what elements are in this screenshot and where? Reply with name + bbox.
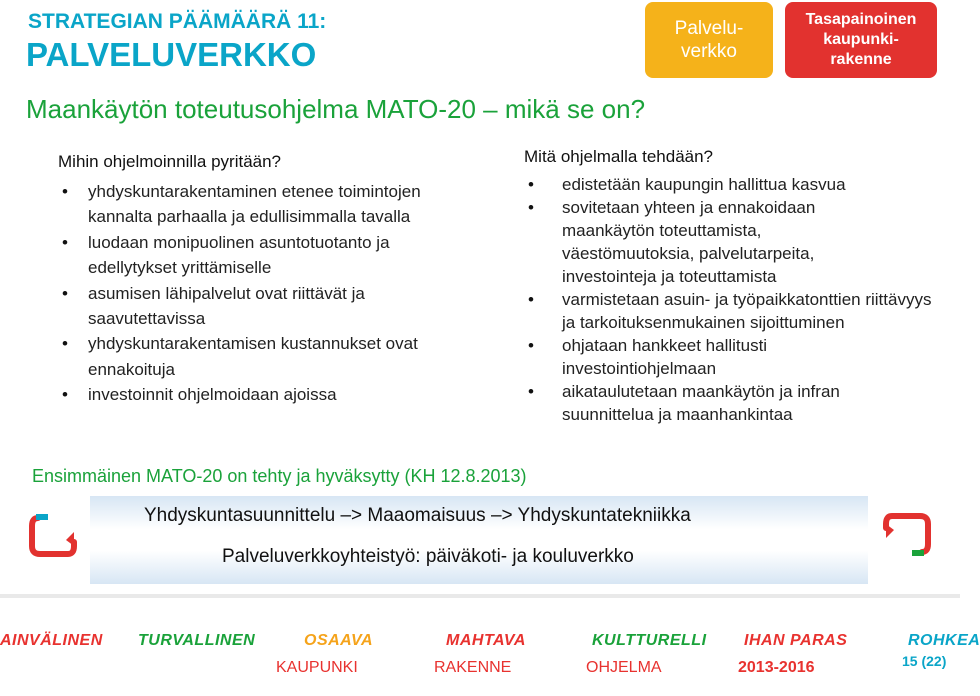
mato-approval-line: Ensimmäinen MATO-20 on tehty ja hyväksytty (KH 12.8.2013) — [32, 466, 527, 486]
list-item: • sovitetaan yhteen ja ennakoidaan maankäytön toteuttamista, väestömuutoksia, palvelutarpeita, investointeja ja toteuttamista — [524, 196, 892, 288]
list-item: • aikataulutetaan maankäytön ja infran suunnittelua ja maanhankintaa — [524, 380, 902, 426]
left-heading: Mihin ohjelmoinnilla pyritään? — [58, 152, 282, 171]
footer-word: ROHKEA — [908, 632, 980, 649]
page-title: PALVELUVERKKO — [26, 36, 317, 73]
footer-divider — [0, 594, 960, 598]
service-network-cooperation: Palveluverkkoyhteistyö: päiväkoti- ja kouluverkko — [222, 546, 634, 567]
tasapainoinen-tag — [785, 2, 937, 78]
list-item: • asumisen lähipalvelut ovat riittävät ja saavutettavissa — [58, 281, 428, 332]
footer-word: AINVÄLINEN — [0, 632, 103, 649]
right-column — [524, 147, 934, 426]
list-item: • edistetään kaupungin hallittua kasvua — [524, 173, 934, 196]
footer-word: OSAAVA — [304, 632, 374, 649]
strategy-goal-label: STRATEGIAN PÄÄMÄÄRÄ 11: — [28, 10, 327, 33]
list-item: • yhdyskuntarakentaminen etenee toimintojen kannalta parhaalla ja edullisimmalla tavalla — [58, 179, 428, 230]
footer-word: TURVALLINEN — [138, 632, 256, 649]
cycle-right-icon — [884, 512, 930, 558]
palveluverkko-tag — [645, 2, 773, 78]
list-item: • investoinnit ohjelmoidaan ajoissa — [58, 382, 448, 407]
cycle-left-icon — [30, 512, 76, 558]
right-heading: Mitä ohjelmalla tehdään? — [524, 147, 714, 166]
list-item: • luodaan monipuolinen asuntotuotanto ja edellytykset yrittämiselle — [58, 230, 428, 281]
list-item: • yhdyskuntarakentamisen kustannukset ovat ennakoituja — [58, 331, 448, 382]
left-bullet-list — [58, 179, 458, 408]
tasapainoinen-tag-label: Tasapainoinen kaupunki- rakenne — [805, 11, 917, 68]
process-chain: Yhdyskuntasuunnittelu –> Maaomaisuus –> Yhdyskuntatekniikka — [144, 505, 691, 526]
footer-word: KULTTURELLI — [592, 632, 707, 649]
palveluverkko-tag-label: Palvelu- verkko — [674, 18, 744, 62]
footer-word: MAHTAVA — [446, 632, 526, 649]
footer-label: KAUPUNKI — [276, 659, 358, 676]
list-item: • ohjataan hankkeet hallitusti investointiohjelmaan — [524, 334, 872, 380]
footer-word: IHAN PARAS — [744, 632, 848, 649]
right-bullet-list — [524, 173, 934, 426]
page-number: 15 (22) — [902, 653, 947, 669]
page-subtitle: Maankäytön toteutusohjelma MATO-20 – mikä se on? — [26, 94, 646, 124]
footer-label: OHJELMA — [586, 659, 662, 676]
left-column — [58, 152, 458, 408]
list-item: • varmistetaan asuin- ja työpaikkatonttien riittävyys ja tarkoituksenmukainen sijoittuminen — [524, 288, 942, 334]
footer-label: 2013-2016 — [738, 659, 815, 676]
footer-label: RAKENNE — [434, 659, 512, 676]
